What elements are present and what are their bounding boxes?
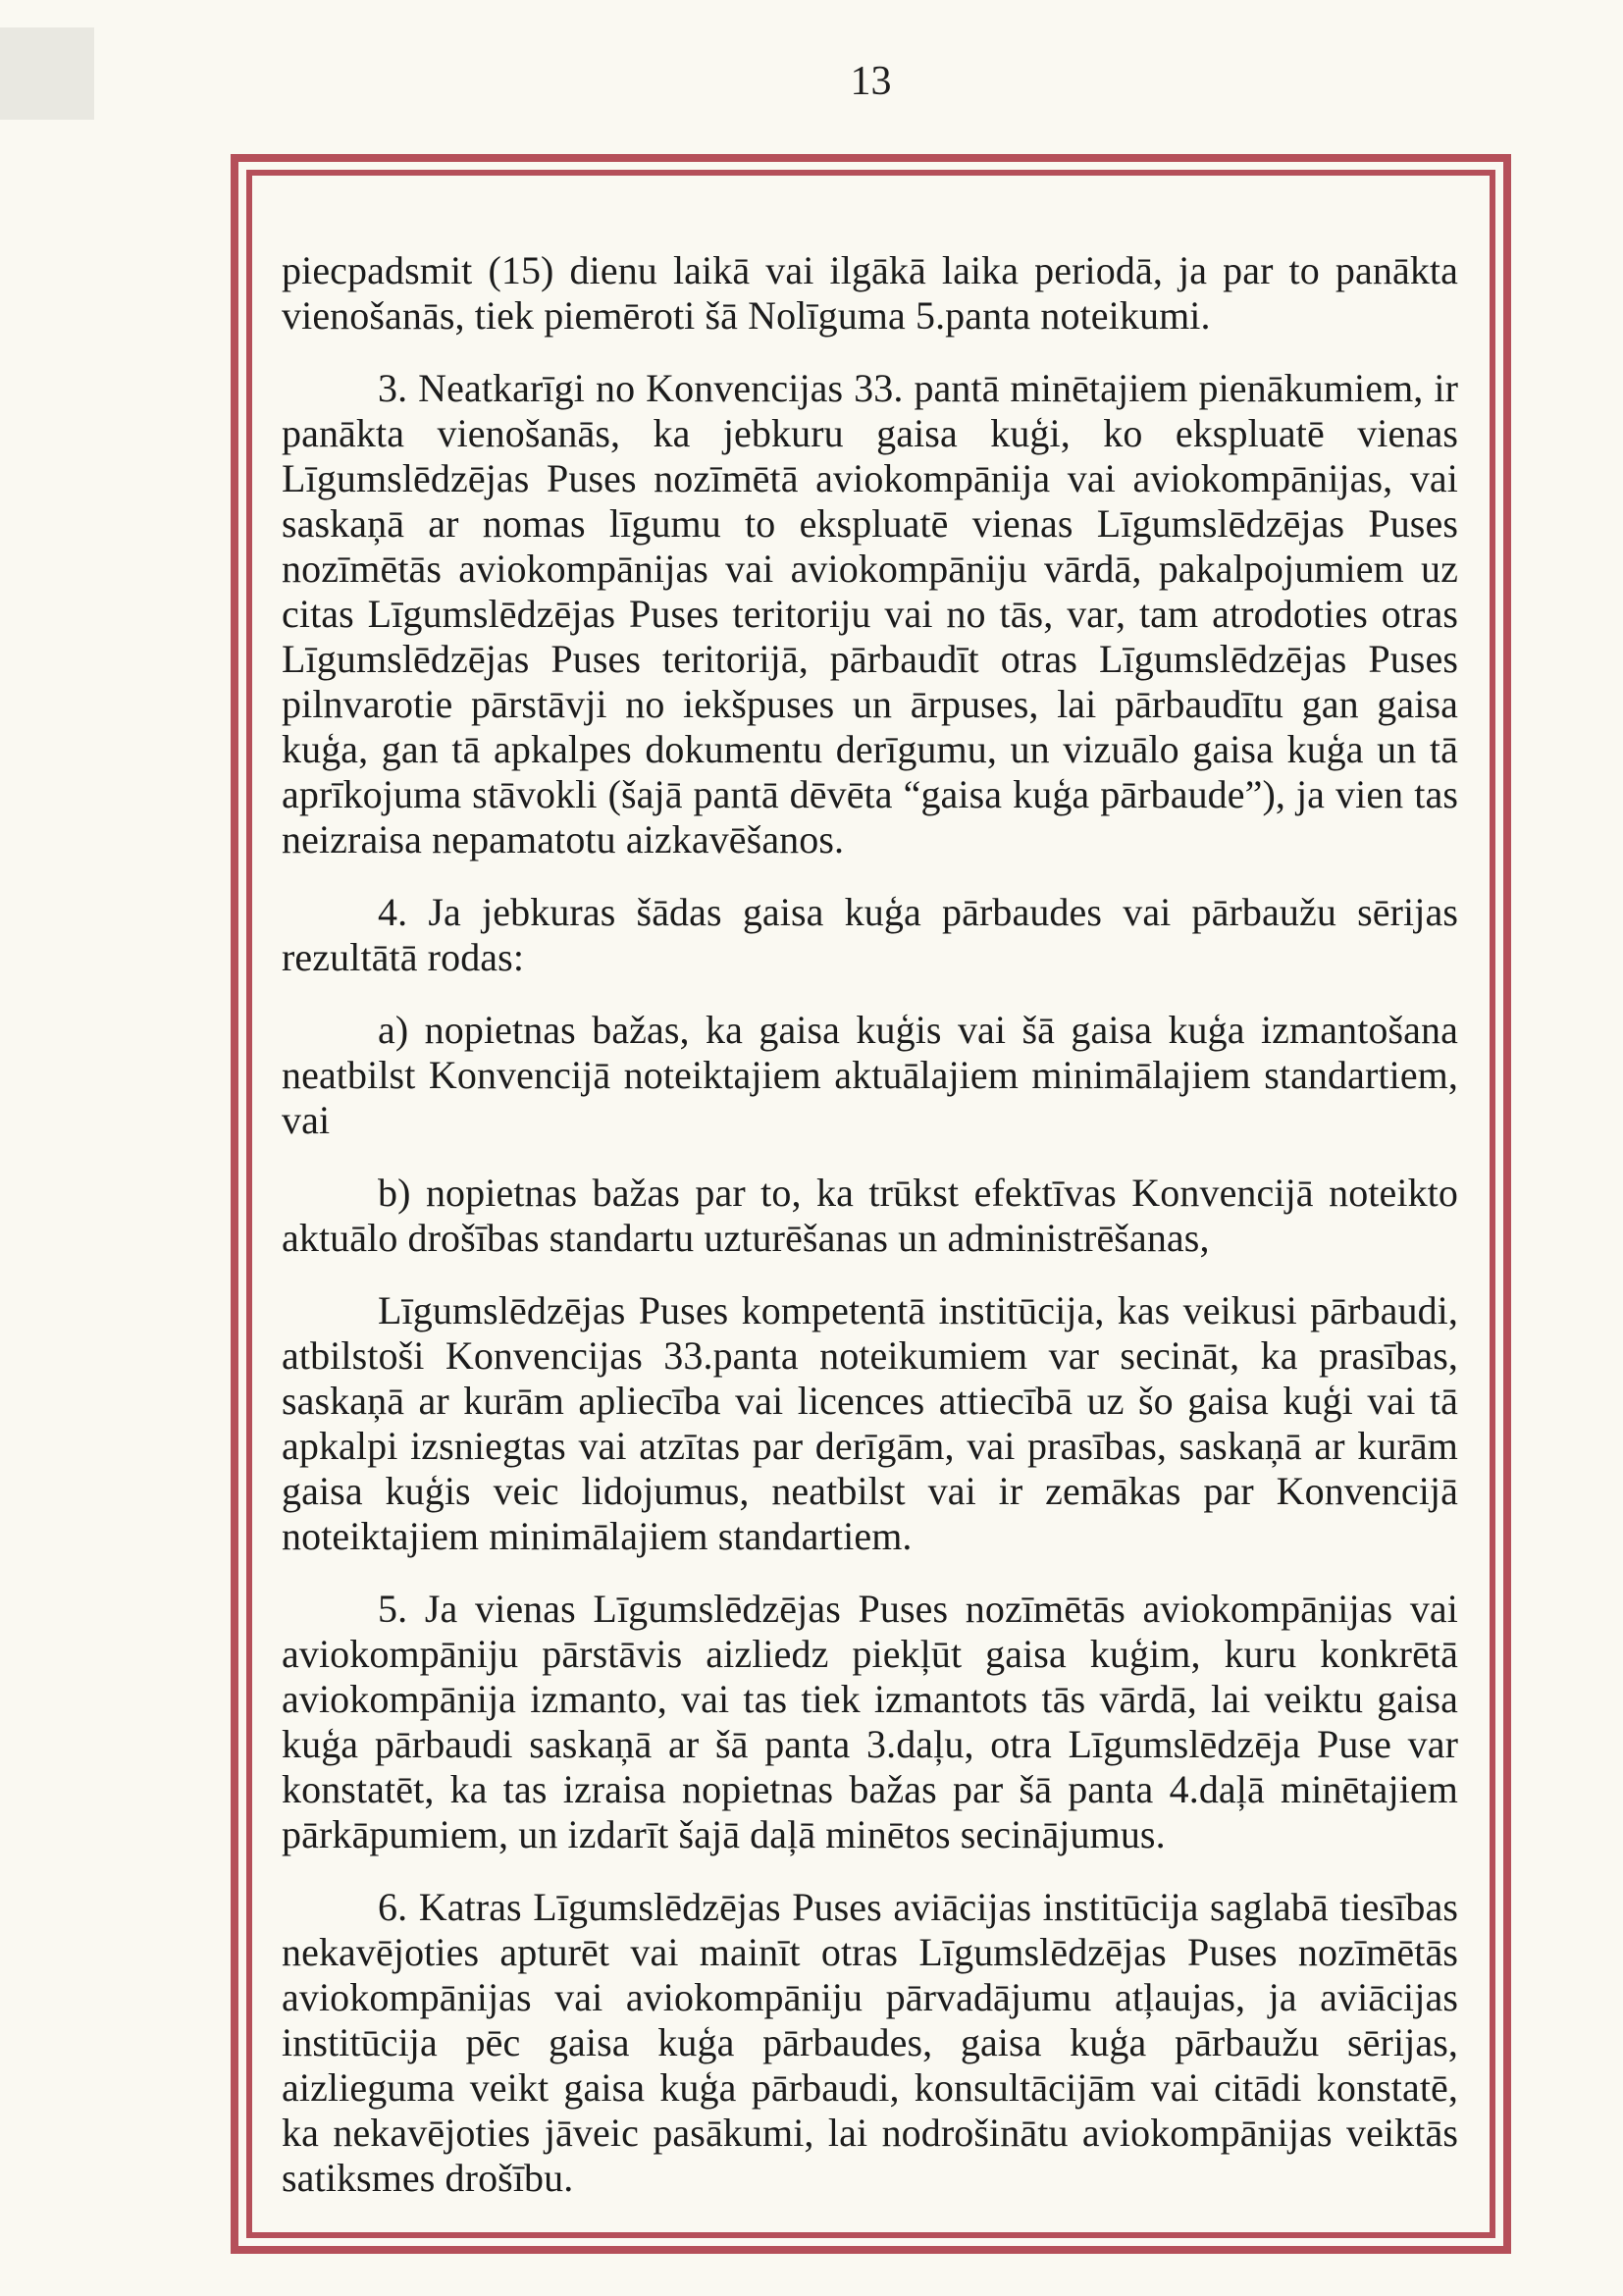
paragraph: 3. Neatkarīgi no Konvencijas 33. pantā minētajiem pienākumiem, ir panākta vienošanās, ka jebkuru gaisa kuģi, ko ekspluatē vienas Līgumslēdzējas Puses nozīmētā aviokompānija vai aviokompānijas, vai saskaņā ar nomas līgumu to ekspluatē vienas Līgumslēdzējas Puses nozīmētās aviokompānijas vai aviokompāniju vārdā, pakalpojumiem uz citas Līgumslēdzējas Puses teritoriju vai no tās, var, tam atrodoties otras Līgumslēdzējas Puses teritorijā, pārbaudīt otras Līgumslēdzējas Puses pilnvarotie pārstāvji no iekšpuses un ārpuses, lai pārbaudītu gan gaisa kuģa, gan tā apkalpes dokumentu derīgumu, un vizuālo gaisa kuģa un tā aprīkojuma stāvokli (šajā pantā dēvēta “gaisa kuģa pārbaude”), ja vien tas neizraisa nepamatotu aizkavēšanos. — [282, 366, 1458, 861]
document-body — [282, 248, 1458, 2201]
page-number: 13 — [850, 59, 892, 104]
paragraph: 5. Ja vienas Līgumslēdzējas Puses nozīmētās aviokompānijas vai aviokompāniju pārstāvis aizliedz piekļūt gaisa kuģim, kuru konkrētā aviokompānija izmanto, vai tas tiek izmantots tās vārdā, lai veiktu gaisa kuģa pārbaudi saskaņā ar šā panta 3.daļu, otra Līgumslēdzēja Puse var konstatēt, ka tas izraisa nopietnas bažas par šā panta 4.daļā minētajiem pārkāpumiem, un izdarīt šajā daļā minētos secinājumus. — [282, 1587, 1458, 1856]
document-frame — [231, 154, 1511, 2254]
paragraph: 6. Katras Līgumslēdzējas Puses aviācijas institūcija saglabā tiesības nekavējoties apturēt vai mainīt otras Līgumslēdzējas Puses nozīmētās aviokompānijas vai aviokompāniju pārvadājumu atļaujas, ja aviācijas institūcija pēc gaisa kuģa pārbaudes, gaisa kuģa pārbaužu sērijas, aizlieguma veikt gaisa kuģa pārbaudi, konsultācijām vai citādi konstatē, ka nekavējoties jāveic pasākumi, lai nodrošinātu aviokompānijas veiktās satiksmes drošību. — [282, 1885, 1458, 2200]
document-frame-inner — [246, 170, 1495, 2238]
paragraph: b) nopietnas bažas par to, ka trūkst efektīvas Konvencijā noteikto aktuālo drošības standartu uzturēšanas un administrēšanas, — [282, 1171, 1458, 1260]
paragraph: 4. Ja jebkuras šādas gaisa kuģa pārbaudes vai pārbaužu sērijas rezultātā rodas: — [282, 890, 1458, 979]
scan-shadow-artifact — [0, 27, 94, 120]
paragraph: Līgumslēdzējas Puses kompetentā institūcija, kas veikusi pārbaudi, atbilstoši Konvencijas 33.panta noteikumiem var secināt, ka prasības, saskaņā ar kurām apliecība vai licences attiecībā uz šo gaisa kuģi vai tā apkalpi izsniegtas vai atzītas par derīgām, vai prasības, saskaņā ar kurām gaisa kuģis veic lidojumus, neatbilst vai ir zemākas par Konvencijā noteiktajiem minimālajiem standartiem. — [282, 1288, 1458, 1558]
paragraph: piecpadsmit (15) dienu laikā vai ilgākā laika periodā, ja par to panākta vienošanās, tiek piemēroti šā Nolīguma 5.panta noteikumi. — [282, 248, 1458, 338]
paragraph: a) nopietnas bažas, ka gaisa kuģis vai šā gaisa kuģa izmantošana neatbilst Konvencijā noteiktajiem aktuālajiem minimālajiem standartiem, vai — [282, 1008, 1458, 1142]
